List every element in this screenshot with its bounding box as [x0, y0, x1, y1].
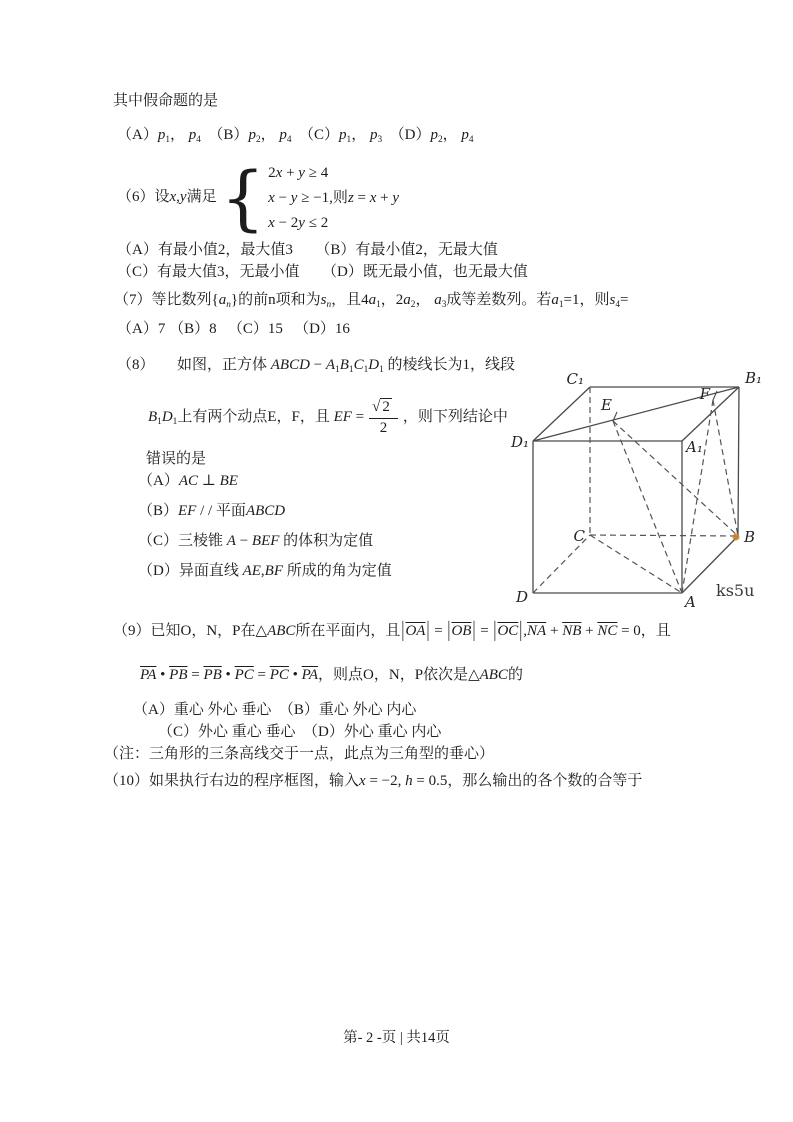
q8-stem-line-2 [148, 396, 508, 440]
system-brace: { [220, 157, 266, 239]
q8-stem-line-2a: B1D1上有两个动点E，F，且 EF = [148, 408, 365, 427]
q6-prefix: （6）设x,y满足 [117, 189, 217, 206]
q8-fraction [369, 399, 398, 437]
page-footer: 第- 2 -页 | 共14页 [343, 1030, 450, 1046]
q9-stem-line-2: $\overline{PA}$ • $\overline{PB} = \overline{PB}$ • $\overline{PC} = \overline{PC}$ • $\overline{PA}$，则点O，N，P依次是△ABC的 [140, 667, 523, 683]
q6-system-row-2: x − y ≥ −1,则z = x + y [268, 189, 400, 206]
cube-label-e: E [601, 396, 612, 414]
q6-stem [117, 157, 400, 239]
q8-stem-line-2b: ，则下列结论中 [402, 409, 508, 426]
q8-option-d: （D）异面直线 AE,BF 所成的角为定值 [138, 563, 392, 579]
scan-artifact-orange [733, 534, 740, 541]
sqrt-radicand: 2 [382, 399, 390, 416]
q5-options-line: （A）p1， p4 （B）p2， p4 （C）p1， p3 （D）p2， p4 [117, 127, 474, 145]
q9-option-cd-line: （C）外心 重心 垂心 （D）外心 重心 内心 [158, 724, 442, 740]
q8-option-c: （C）三棱锥 A − BEF 的体积为定值 [138, 533, 374, 549]
cube-label-a: A [685, 593, 696, 611]
cube-label-d1: D₁ [510, 433, 529, 451]
sqrt-sign: √ [372, 399, 381, 416]
q6-system-row-3: x − 2y ≤ 2 [268, 214, 329, 231]
cube-label-d: D [515, 588, 528, 606]
q6-inequality-system [268, 161, 399, 236]
cube-label-c: C [573, 527, 585, 545]
q10-stem: （10）如果执行右边的程序框图，输入x = −2, h = 0.5，那么输出的各个数的合等于 [104, 773, 643, 789]
cube-label-b1: B₁ [745, 369, 763, 387]
q6-system-row-1: 2x + y ≥ 4 [268, 164, 329, 181]
q8-stem-line-1: （8） 如图，正方体 ABCD − A1B1C1D1 的棱线长为1，线段 [117, 357, 515, 375]
cube-figure [505, 362, 793, 614]
q7-options-line: （A）7 （B）8 （C）15 （D）16 [117, 321, 350, 337]
q8-option-b: （B）EF / / 平面ABCD [138, 503, 286, 519]
q9-note: （注：三角形的三条高线交于一点，此点为三角型的垂心） [104, 746, 495, 762]
q7-stem: （7）等比数列{an}的前n项和为sn，且4a1，2a2， a3成等差数列。若a1=1，则s4= [114, 292, 629, 310]
q8-stem-line-3: 错误的是 [146, 451, 207, 467]
cube-watermark: ks5u [716, 581, 755, 600]
cube-label-b: B [744, 528, 756, 546]
cube-label-c1: C₁ [566, 370, 584, 388]
q8-option-a: （A）AC ⊥ BE [138, 473, 238, 489]
cube-label-a1: A₁ [686, 438, 703, 456]
q8-fraction-numerator [369, 399, 398, 418]
intro-line: 其中假命题的是 [113, 93, 219, 109]
cube-vertex-labels [510, 369, 762, 611]
q6-option-cd-line: （C）有最大值3，无最小值 （D）既无最小值，也无最大值 [117, 264, 528, 280]
q8-fraction-denominator: 2 [379, 419, 388, 436]
q9-option-ab-line: （A）重心 外心 垂心 （B）重心 外心 内心 [133, 702, 417, 718]
q9-stem-line-1: （9）已知O，N，P在△ABC所在平面内，且$|\overline{OA}| = |\overline{OB}| = |\overline{OC}|,\overline{NA} + \overline{NB} + \overline{NC} = 0$，且 [113, 618, 671, 643]
q6-option-ab-line: （A）有最小值2，最大值3 （B）有最小值2，无最大值 [117, 242, 498, 258]
cube-label-f: F [699, 385, 710, 403]
